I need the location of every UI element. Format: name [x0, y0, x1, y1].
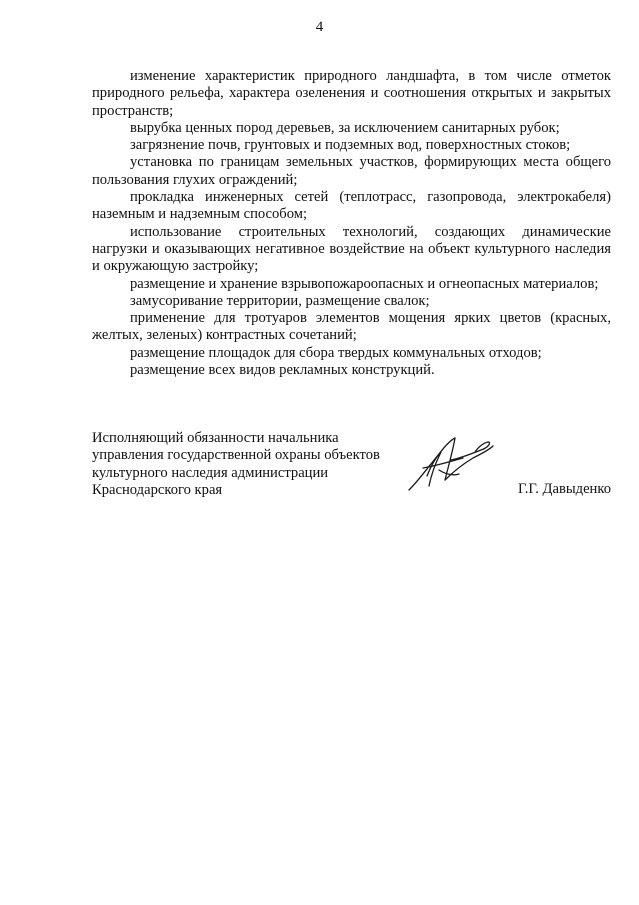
signatory-position [92, 430, 412, 499]
restriction-item: прокладка инженерных сетей (теплотрасс, газопровода, электрокабеля) наземным и надземным способом; [92, 189, 611, 223]
restriction-item: установка по границам земельных участков, формирующих места общего пользования глухих ограждений; [92, 154, 611, 188]
position-line: культурного наследия администрации [92, 464, 329, 481]
restriction-item: размещение всех видов рекламных конструкций. [130, 362, 435, 379]
restriction-item: размещение и хранение взрывопожароопасных и огнеопасных материалов; [130, 275, 599, 292]
restriction-item: изменение характеристик природного ландшафта, в том числе отметок природного рельефа, характера озеленения и соотношения открытых и закрытых пространств; [92, 68, 611, 119]
restriction-item: использование строительных технологий, создающих динамические нагрузки и оказывающих негативное воздействие на объект культурного наследия и окружающую застройку; [92, 223, 611, 275]
handwritten-signature [405, 436, 497, 494]
position-line: управления государственной охраны объектов [92, 447, 380, 464]
restriction-item: применение для тротуаров элементов мощения ярких цветов (красных, желтых, зеленых) контрастных сочетаний; [92, 310, 611, 344]
restriction-item: загрязнение почв, грунтовых и подземных вод, поверхностных стоков; [130, 137, 571, 154]
position-line: Краснодарского края [92, 481, 223, 498]
page-number: 4 [315, 19, 324, 35]
position-line: Исполняющий обязанности начальника [92, 430, 339, 446]
restriction-item: вырубка ценных пород деревьев, за исключением санитарных рубок; [130, 119, 560, 136]
signer-name: Г.Г. Давыденко [517, 481, 611, 497]
restriction-item: замусоривание территории, размещение свалок; [130, 292, 430, 309]
restriction-item: размещение площадок для сбора твердых коммунальных отходов; [130, 344, 542, 361]
restrictions-list [92, 68, 611, 379]
